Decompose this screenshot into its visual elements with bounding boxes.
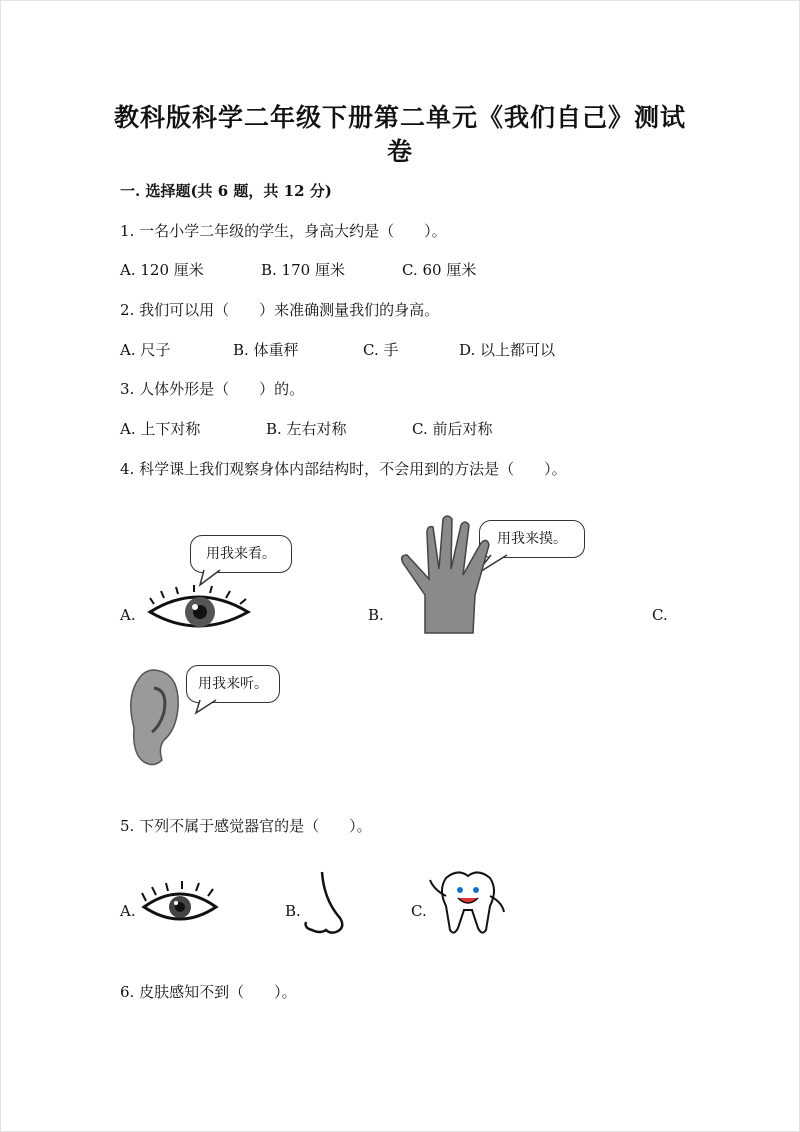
hand-illustration-icon	[395, 515, 505, 635]
q2-option-a[interactable]: A. 尺子	[120, 341, 171, 359]
ear-illustration-icon	[124, 668, 184, 768]
q4-option-c[interactable]: C.	[652, 606, 668, 624]
question-5: 5. 下列不属于感觉器官的是（ ）。	[120, 817, 372, 835]
q5-option-b[interactable]: B.	[285, 902, 301, 920]
question-3: 3. 人体外形是（ ）的。	[120, 380, 305, 398]
q1-option-b[interactable]: B. 170 厘米	[261, 261, 345, 279]
q2-option-c[interactable]: C. 手	[363, 341, 399, 359]
question-1: 1. 一名小学二年级的学生，身高大约是（ ）。	[120, 222, 447, 240]
section-heading: 一. 选择题(共 6 题，共 12 分)	[120, 182, 332, 200]
nose-illustration-icon	[300, 870, 350, 940]
question-2: 2. 我们可以用（ ）来准确测量我们的身高。	[120, 301, 440, 319]
eye-illustration-icon	[142, 887, 222, 932]
page-title: 教科版科学二年级下册第二单元《我们自己》测试	[113, 103, 686, 132]
q3-option-c[interactable]: C. 前后对称	[412, 420, 493, 438]
q5-option-c[interactable]: C.	[411, 902, 427, 920]
q4-option-a[interactable]: A.	[120, 606, 136, 624]
question-6: 6. 皮肤感知不到（ ）。	[120, 983, 297, 1001]
page-title-continued: 卷	[386, 137, 413, 166]
q5-option-a[interactable]: A.	[120, 902, 136, 920]
tooth-illustration-icon	[428, 868, 508, 938]
q3-option-b[interactable]: B. 左右对称	[266, 420, 347, 438]
q3-option-a[interactable]: A. 上下对称	[120, 420, 201, 438]
q1-option-c[interactable]: C. 60 厘米	[402, 261, 477, 279]
eye-illustration-icon	[148, 590, 258, 640]
q1-option-a[interactable]: A. 120 厘米	[120, 261, 204, 279]
bubble-tail	[190, 535, 230, 565]
q2-option-d[interactable]: D. 以上都可以	[459, 341, 556, 359]
bubble-tail	[186, 665, 226, 695]
q2-option-b[interactable]: B. 体重秤	[233, 341, 299, 359]
q4-option-b[interactable]: B.	[368, 606, 384, 624]
question-4: 4. 科学课上我们观察身体内部结构时，不会用到的方法是（ ）。	[120, 460, 567, 478]
